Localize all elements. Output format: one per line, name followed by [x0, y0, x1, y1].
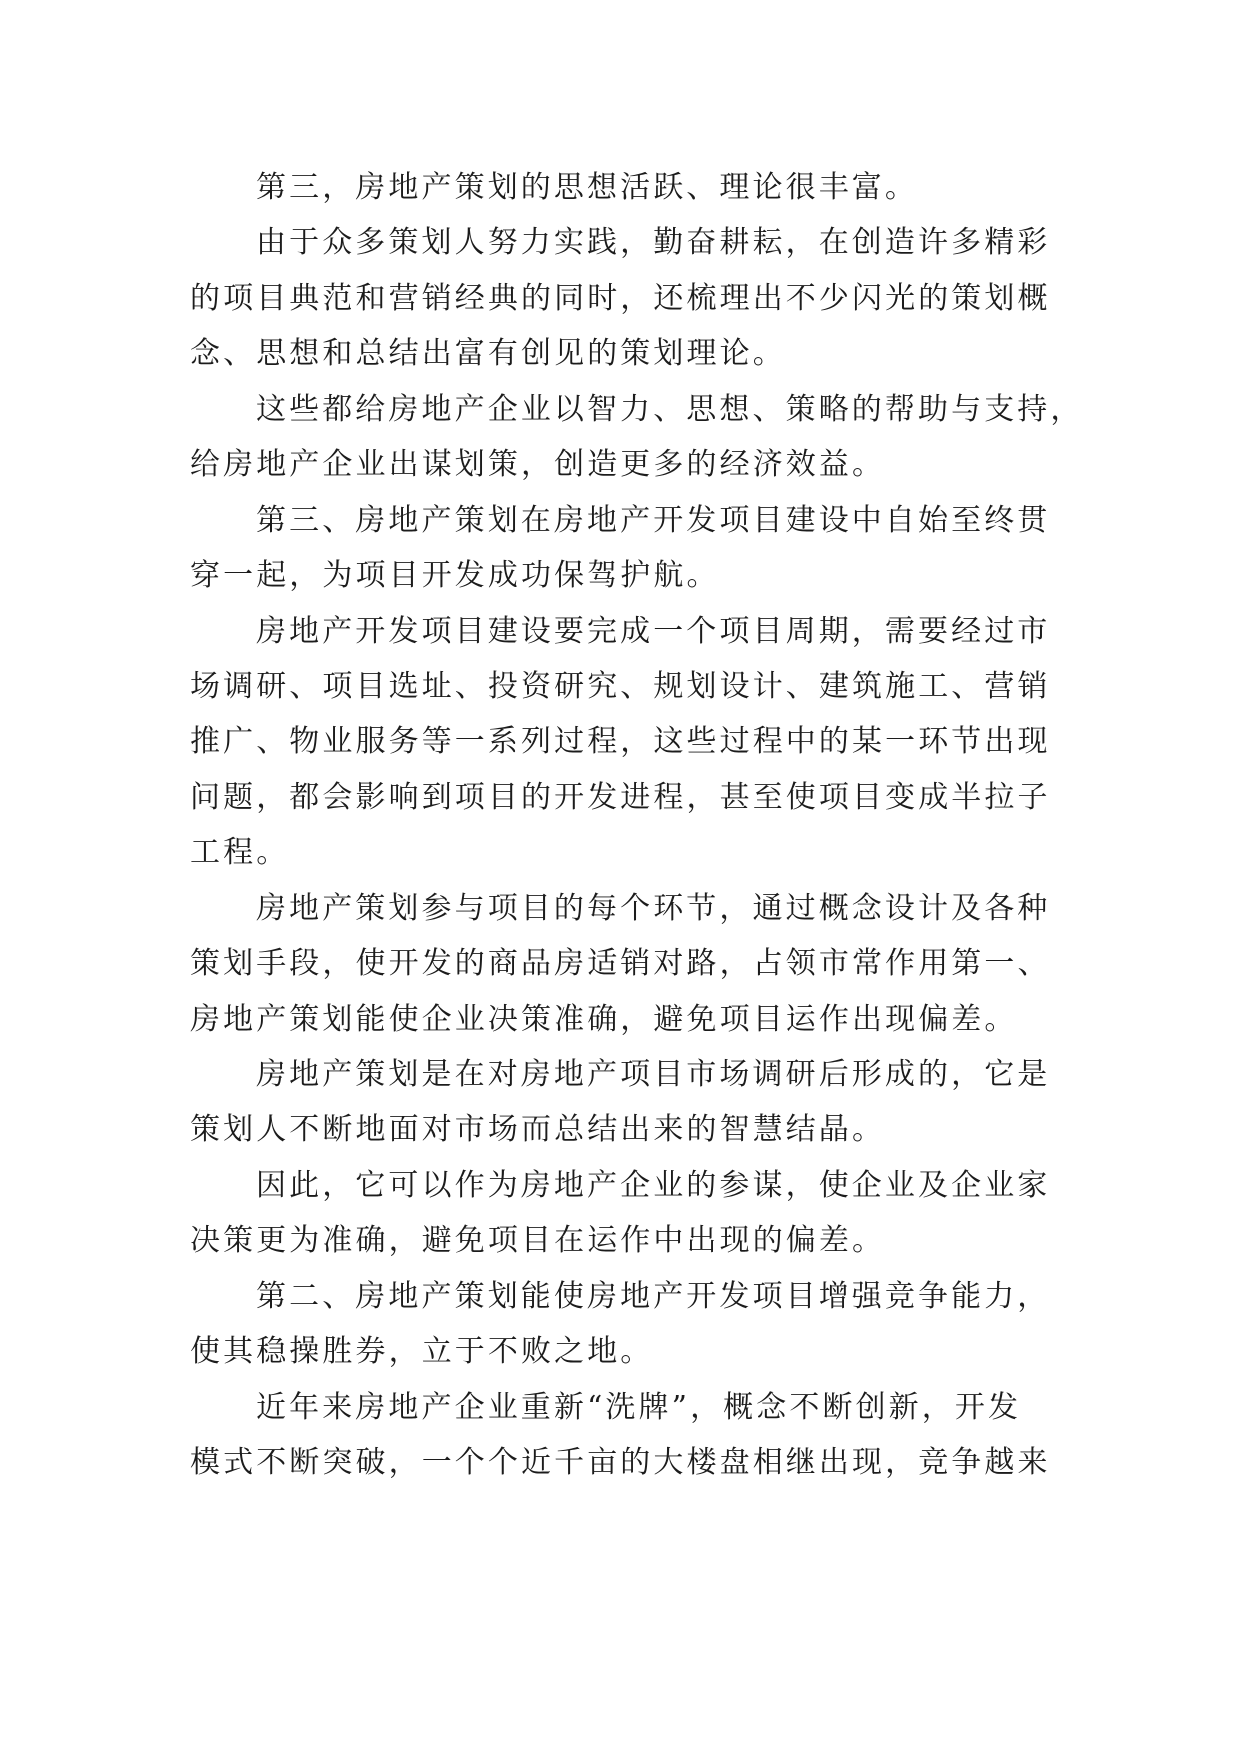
paragraph-line: 第三、房地产策划在房地产开发项目建设中自始至终贯 [256, 502, 1051, 538]
paragraph-line: 模式不断突破，一个个近千亩的大楼盘相继出现，竞争越来 [190, 1445, 1051, 1481]
paragraph-line: 问题，都会影响到项目的开发进程，甚至使项目变成半拉子 [190, 779, 1051, 815]
paragraph [190, 382, 1190, 493]
paragraph-line: 策划人不断地面对市场而总结出来的智慧结晶。 [190, 1112, 886, 1148]
paragraph-line: 给房地产企业出谋划策，创造更多的经济效益。 [190, 447, 886, 483]
paragraph-line: 使其稳操胜券，立于不败之地。 [190, 1334, 654, 1370]
paragraph-line: 近年来房地产企业重新“洗牌”，概念不断创新，开发 [256, 1389, 1022, 1425]
paragraph-line: 场调研、项目选址、投资研究、规划设计、建筑施工、营销 [190, 668, 1051, 704]
paragraph [190, 604, 1190, 881]
paragraph [190, 881, 1190, 1047]
paragraph-line: 房地产策划是在对房地产项目市场调研后形成的，它是 [256, 1057, 1051, 1092]
paragraph-line: 工程。 [190, 835, 290, 871]
paragraph-line: 这些都给房地产企业以智力、思想、策略的帮助与支持， [256, 391, 1084, 427]
paragraph [190, 1047, 1190, 1158]
paragraph-line: 第三，房地产策划的思想活跃、理论很丰富。 [256, 170, 918, 205]
paragraph-line: 念、思想和总结出富有创见的策划理论。 [190, 336, 786, 372]
paragraph [190, 1380, 1190, 1491]
paragraph-line: 房地产策划能使企业决策准确，避免项目运作出现偏差。 [190, 1001, 1018, 1037]
body-text [190, 160, 1190, 1491]
paragraph-line: 由于众多策划人努力实践，勤奋耕耘，在创造许多精彩 [256, 225, 1051, 261]
paragraph [190, 493, 1190, 604]
paragraph-line: 房地产开发项目建设要完成一个项目周期，需要经过市 [256, 613, 1051, 649]
paragraph [190, 215, 1190, 381]
paragraph-line: 第二、房地产策划能使房地产开发项目增强竞争能力， [256, 1278, 1051, 1314]
paragraph [190, 1269, 1190, 1380]
paragraph-line: 的项目典范和营销经典的同时，还梳理出不少闪光的策划概 [190, 280, 1051, 316]
paragraph-line: 因此，它可以作为房地产企业的参谋，使企业及企业家 [256, 1167, 1051, 1203]
paragraph-line: 决策更为准确，避免项目在运作中出现的偏差。 [190, 1223, 886, 1259]
paragraph-line: 策划手段，使开发的商品房适销对路，占领市常作用第一、 [190, 946, 1051, 982]
paragraph [190, 160, 1190, 215]
paragraph-line: 穿一起，为项目开发成功保驾护航。 [190, 558, 720, 594]
paragraph [190, 1158, 1190, 1269]
paragraph-line: 房地产策划参与项目的每个环节，通过概念设计及各种 [256, 890, 1051, 926]
paragraph-line: 推广、物业服务等一系列过程，这些过程中的某一环节出现 [190, 724, 1051, 760]
